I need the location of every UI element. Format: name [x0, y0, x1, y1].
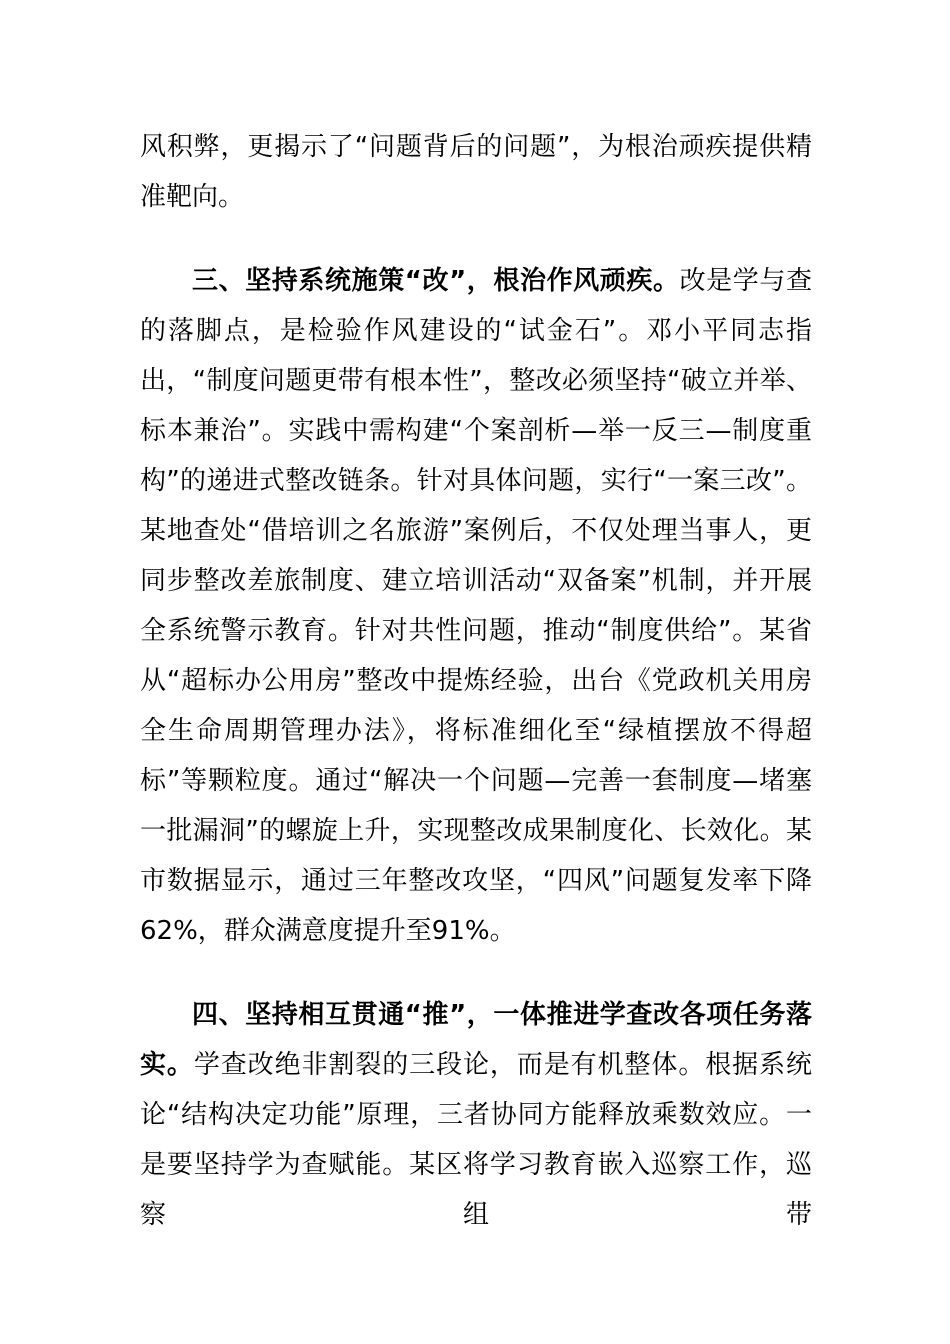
- section-four-text: 学查改绝非割裂的三段论，而是有机整体。根据系统论“结构决定功能”原理，三者协同方能释放乘数效应。一是要坚持学为查赋能。某区将学习教育嵌入巡察工作，巡察组带: [140, 1050, 812, 1230]
- paragraph-section-four: [140, 990, 812, 1240]
- paragraph-text: 风积弊，更揭示了“问题背后的问题”，为根治顽疾提供精准靶向。: [140, 132, 812, 212]
- paragraph-section-three: [140, 256, 812, 956]
- document-content: [140, 122, 812, 1240]
- section-four-heading: 四、坚持相互贯通“推”，一体推进学查改各项任务落实。: [140, 1000, 812, 1080]
- paragraph-continuation: [140, 122, 812, 222]
- section-three-heading: 三、坚持系统施策“改”，根治作风顽疾。: [192, 266, 680, 296]
- section-three-text: 改是学与查的落脚点，是检验作风建设的“试金石”。邓小平同志指出，“制度问题更带有根本性”，整改必须坚持“破立并举、标本兼治”。实践中需构建“个案剖析—举一反三—制度重构”的递进式整改链条。针对具体问题，实行“一案三改”。某地查处“借培训之名旅游”案例后，不仅处理当事人，更同步整改差旅制度、建立培训活动“双备案”机制，并开展全系统警示教育。针对共性问题，推动“制度供给”。某省从“超标办公用房”整改中提炼经验，出台《党政机关用房全生命周期管理办法》，将标准细化至“绿植摆放不得超标”等颗粒度。通过“解决一个问题—完善一套制度—堵塞一批漏洞”的螺旋上升，实现整改成果制度化、长效化。某市数据显示，通过三年整改攻坚，“四风”问题复发率下降62%，群众满意度提升至91%。: [140, 266, 812, 946]
